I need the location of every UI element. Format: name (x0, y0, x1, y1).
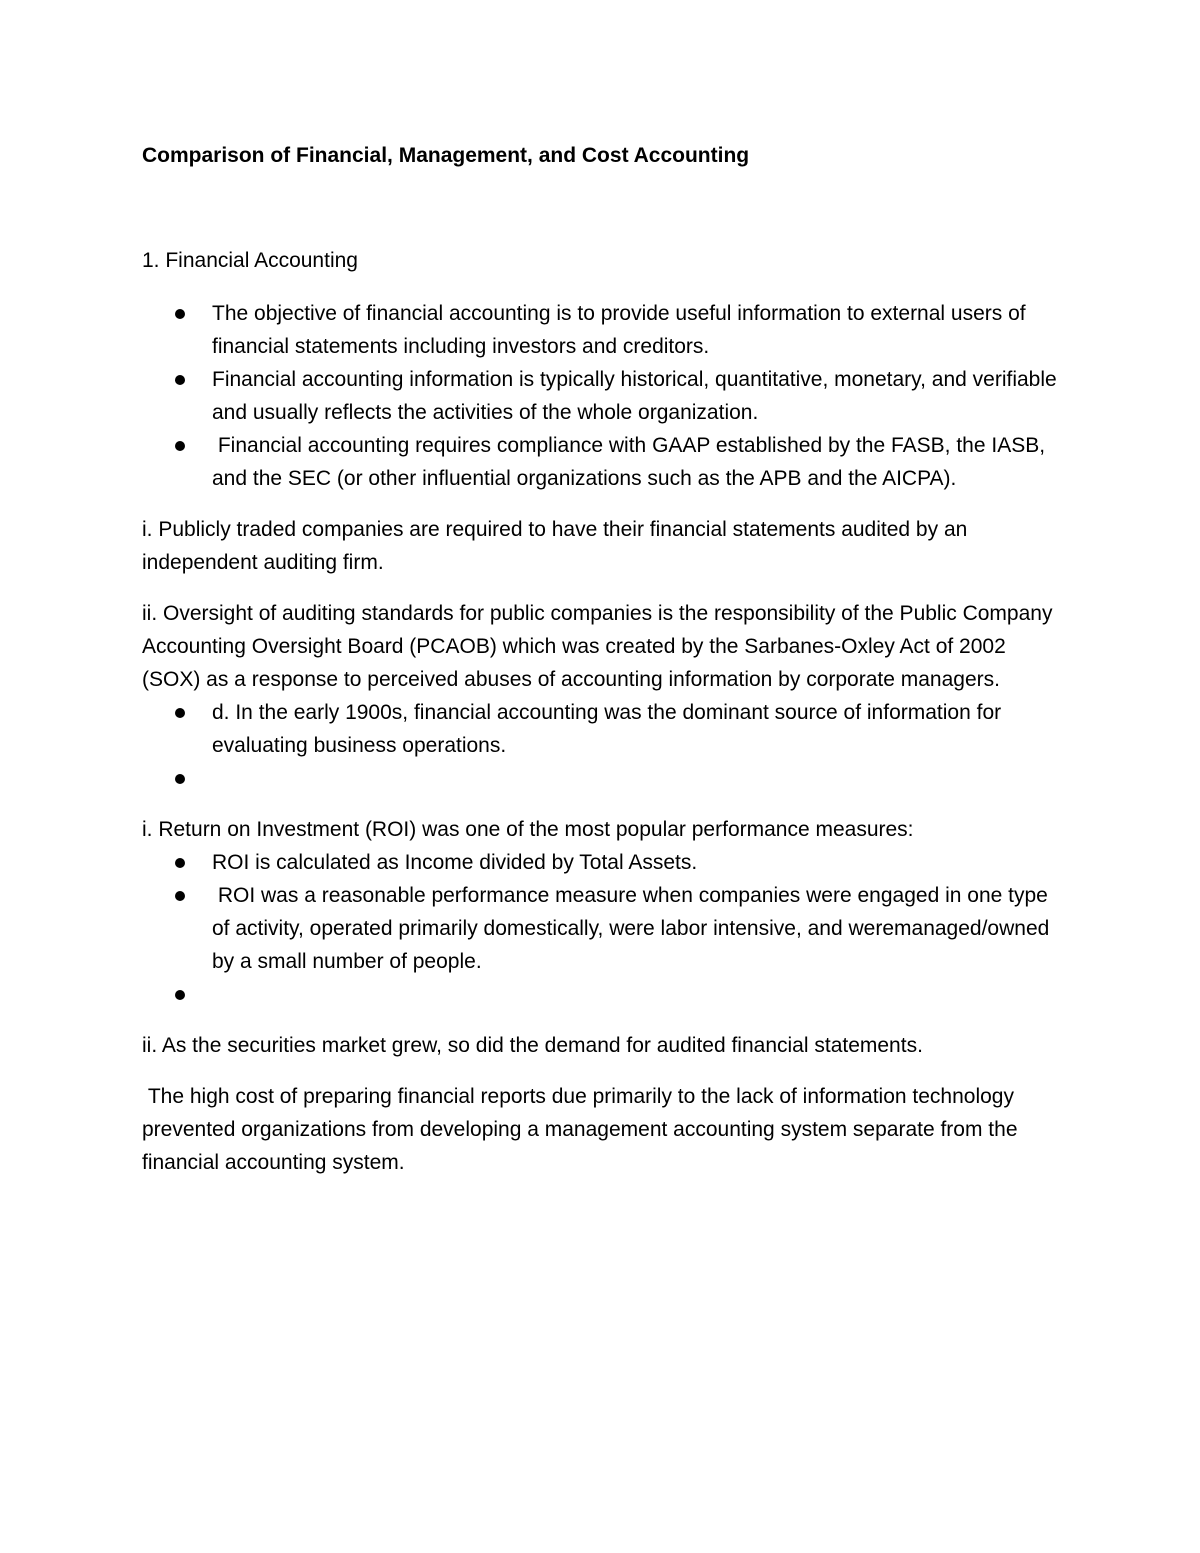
list-item-text: Financial accounting information is typically historical, quantitative, monetary, and verifiable and usually reflects the activities of the whole organization. (212, 368, 1057, 424)
paragraph-pcaob-oversight: ii. Oversight of auditing standards for public companies is the responsibility of the Public Company Accounting Oversight Board (PCAOB) which was created by the Sarbanes-Oxley Act of 2002 (SOX) as a response to perceived abuses of accounting information by corporate managers. (142, 602, 1053, 691)
list-item (142, 846, 1067, 879)
bullet-icon (175, 891, 185, 901)
bullet-icon (175, 990, 185, 1000)
list-item (142, 297, 1067, 363)
list-item (142, 696, 1067, 762)
bullet-list-early-1900s (142, 696, 1067, 795)
list-item-text: Financial accounting requires compliance with GAAP established by the FASB, the IASB, and the SEC (or other influential organizations such as the APB and the AICPA). (212, 434, 1051, 490)
paragraph-securities-market: ii. As the securities market grew, so did the demand for audited financial statements. (142, 1034, 923, 1057)
bullet-icon (175, 708, 185, 718)
bullet-list-financial (142, 297, 1067, 495)
list-item (142, 978, 1067, 1011)
paragraph-roi-intro: i. Return on Investment (ROI) was one of the most popular performance measures: (142, 818, 914, 841)
list-item (142, 762, 1067, 795)
section-heading-financial-accounting: 1. Financial Accounting (142, 249, 358, 272)
bullet-icon (175, 441, 185, 451)
list-item (142, 363, 1067, 429)
bullet-icon (175, 858, 185, 868)
bullet-list-roi (142, 846, 1067, 1011)
paragraph-audit-requirement: i. Publicly traded companies are required to have their financial statements audited by an independent auditing firm. (142, 518, 968, 574)
document-body (142, 138, 1067, 1179)
list-item-text: The objective of financial accounting is to provide useful information to external users of financial statements including investors and creditors. (212, 302, 1026, 358)
bullet-icon (175, 774, 185, 784)
list-item (142, 879, 1067, 978)
bullet-icon (175, 375, 185, 385)
document-title: Comparison of Financial, Management, and Cost Accounting (142, 144, 750, 167)
bullet-icon (175, 309, 185, 319)
list-item (142, 429, 1067, 495)
list-item-text: ROI was a reasonable performance measure when companies were engaged in one type of activity, operated primarily domestically, were labor intensive, and weremanaged/owned by a small number of people. (212, 884, 1056, 973)
paragraph-high-cost: The high cost of preparing financial reports due primarily to the lack of information technology prevented organizations from developing a management accounting system separate from the financial accounting system. (142, 1085, 1024, 1174)
list-item-text: ROI is calculated as Income divided by Total Assets. (212, 851, 698, 874)
list-item-text: d. In the early 1900s, financial accounting was the dominant source of information for evaluating business operations. (212, 701, 1002, 757)
